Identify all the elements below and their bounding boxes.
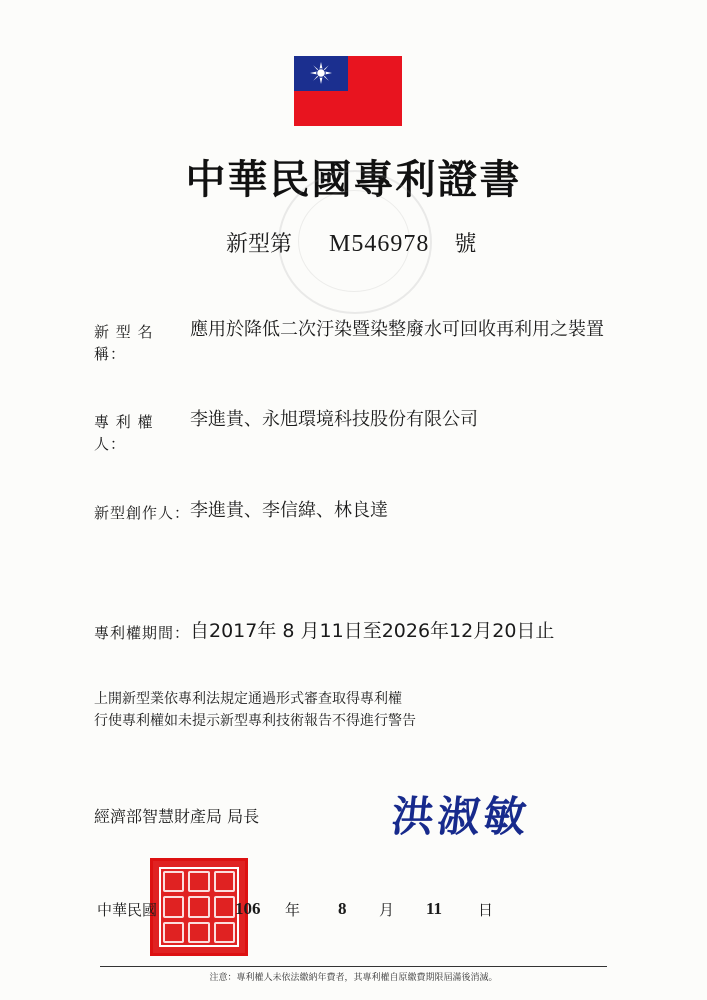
patent-number-value: M546978 (329, 231, 430, 257)
issuing-authority: 經濟部智慧財產局 局長 (94, 807, 260, 826)
field-value: 李進貴、永旭環境科技股份有限公司 (190, 409, 478, 430)
date-day: 11 (426, 899, 443, 918)
field-patent-term (94, 620, 610, 644)
field-value: 應用於降低二次汙染暨染整廢水可回收再利用之裝置 (190, 319, 604, 340)
date-era: 中華民國 (97, 901, 158, 919)
date-month-label: 月 (379, 901, 395, 919)
certificate-title: 中華民國專利證書 (185, 156, 522, 203)
field-label: 新型創作人： (94, 504, 191, 522)
footer-notice: 注意：專利權人未依法繳納年費者，其專利權自原繳費期限屆滿後消滅。 (209, 973, 498, 983)
legal-notes (94, 688, 416, 732)
director-signature: 洪淑敏 (389, 792, 533, 841)
field-label: 專 利 權 人： (94, 413, 154, 453)
patent-number-prefix: 新型第 (226, 232, 293, 257)
field-label: 專利權期間： (94, 624, 191, 642)
footer-divider (100, 966, 607, 967)
roc-flag-icon (294, 56, 402, 126)
field-utility-model-name (94, 319, 610, 365)
field-creators (94, 500, 610, 524)
date-year: 106 (235, 899, 261, 918)
date-month: 8 (338, 899, 347, 918)
legal-note: 行使專利權如未提示新型專利技術報告不得進行警告 (94, 713, 416, 729)
field-label: 新 型 名 稱： (94, 323, 154, 363)
patent-number-suffix: 號 (454, 232, 477, 257)
legal-note: 上開新型業依專利法規定通過形式審查取得專利權 (94, 691, 402, 707)
field-value: 李進貴、李信緯、林良達 (190, 500, 388, 521)
patent-number (226, 227, 476, 258)
field-value: 自2017年 8 月11日至2026年12月20日止 (190, 620, 555, 642)
official-seal-icon (150, 858, 248, 956)
date-year-label: 年 (285, 901, 301, 919)
field-patentee (94, 409, 610, 455)
date-day-label: 日 (478, 901, 494, 919)
white-sun-icon (310, 62, 332, 84)
flag-canton (294, 56, 348, 91)
